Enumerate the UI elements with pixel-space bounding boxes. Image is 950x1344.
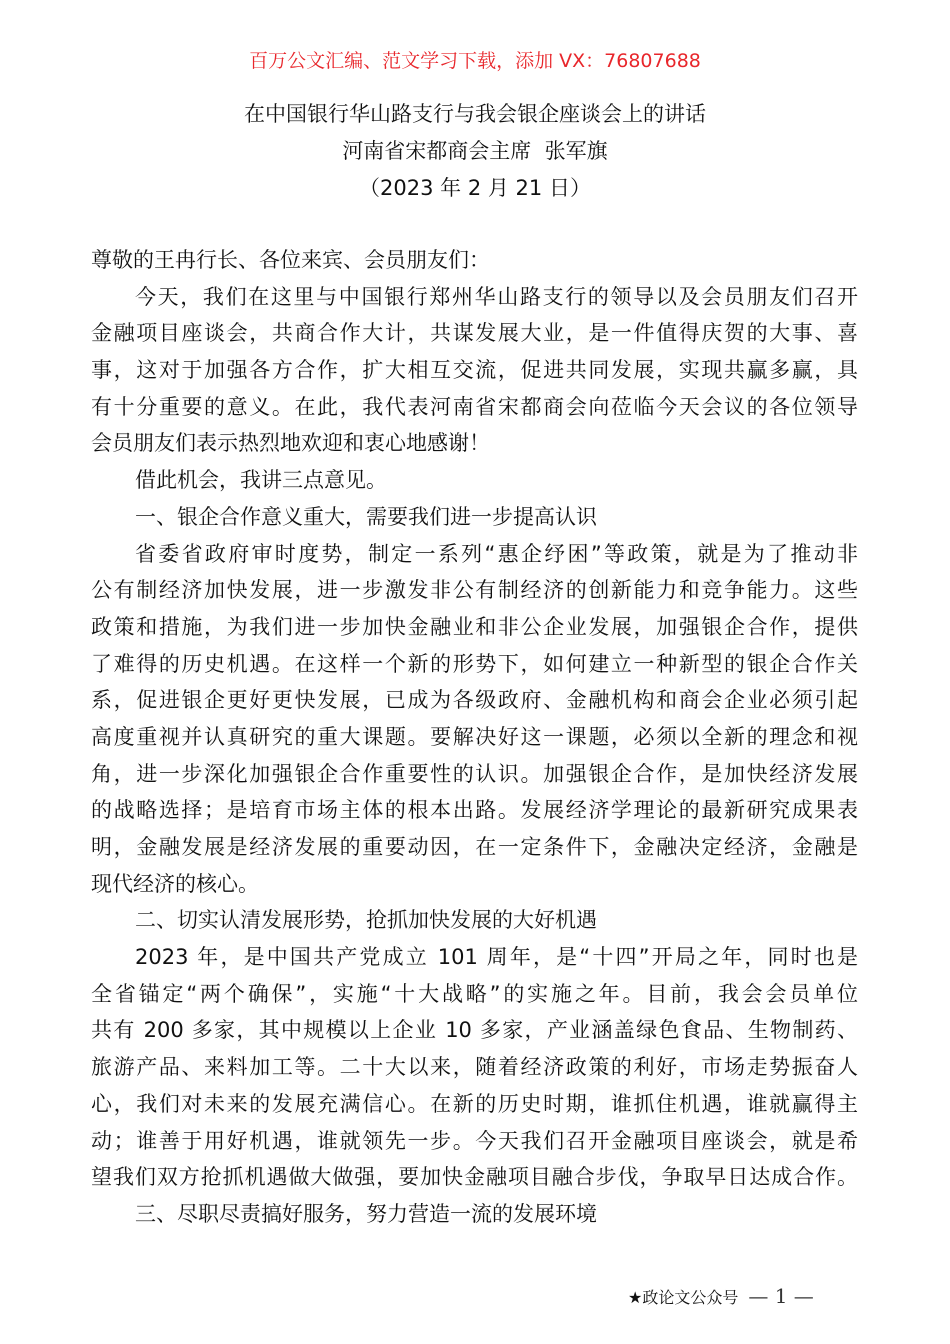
author-line: 河南省宋都商会主席 张军旗 [342, 139, 608, 163]
text-line: 了难得的历史机遇。在这样一个新的形势下，如何建立一种新型的银企合作关 [91, 651, 858, 676]
text-line: 借此机会，我讲三点意见。 [135, 468, 387, 493]
text-line: 政策和措施，为我们进一步加快金融业和非公企业发展，加强银企合作，提供 [91, 614, 858, 639]
text-line: 公有制经济加快发展，进一步激发非公有制经济的创新能力和竞争能力。这些 [91, 578, 858, 603]
page-footer [628, 1284, 814, 1308]
text-line: 2023 年，是中国共产党成立 101 周年，是“十四”开局之年，同时也是 [135, 945, 858, 970]
text-line: 共有 200 多家，其中规模以上企业 10 多家，产业涵盖绿色食品、生物制药、 [91, 1018, 858, 1043]
text-line: 尊敬的王冉行长、各位来宾、会员朋友们： [91, 248, 490, 272]
document-title: 在中国银行华山路支行与我会银企座谈会上的讲话 [244, 102, 706, 126]
text-line: 心，我们对未来的发展充满信心。在新的历史时期，谁抓住机遇，谁就赢得主 [91, 1091, 858, 1116]
text-line: 望我们双方抢抓机遇做大做强，要加快金融项目融合步伐，争取早日达成合作。 [91, 1165, 858, 1190]
page-number: — 1 — [748, 1284, 814, 1308]
text-line: 的战略选择；是培育市场主体的根本出路。发展经济学理论的最新研究成果表 [91, 798, 858, 823]
text-line: 事，这对于加强各方合作，扩大相互交流，促进共同发展，实现共赢多赢，具 [91, 358, 858, 383]
text-line: 金融项目座谈会，共商合作大计，共谋发展大业，是一件值得庆贺的大事、喜 [91, 321, 858, 346]
text-line: 现代经济的核心。 [91, 871, 259, 896]
text-line: 角，进一步深化加强银企合作重要性的认识。加强银企合作，是加快经济发展 [91, 761, 858, 786]
text-line: 会员朋友们表示热烈地欢迎和衷心地感谢！ [91, 431, 490, 456]
text-line: 二、切实认清发展形势，抢抓加快发展的大好机遇 [135, 908, 597, 933]
text-line: 一、银企合作意义重大，需要我们进一步提高认识 [135, 504, 597, 529]
text-line: 全省锚定“两个确保”，实施“十大战略”的实施之年。目前，我会会员单位 [91, 981, 858, 1006]
date-line: （2023 年 2 月 21 日） [359, 176, 591, 200]
text-line: 三、尽职尽责搞好服务，努力营造一流的发展环境 [135, 1201, 597, 1226]
text-line: 动；谁善于用好机遇，谁就领先一步。今天我们召开金融项目座谈会，就是希 [91, 1128, 858, 1153]
text-line: 明，金融发展是经济发展的重要动因，在一定条件下，金融决定经济，金融是 [91, 835, 858, 859]
watermark-banner: 百万公文汇编、范文学习下载，添加 VX：76807688 [249, 50, 701, 72]
text-line: 系，促进银企更好更快发展，已成为各级政府、金融机构和商会企业必须引起 [91, 688, 858, 713]
text-line: 省委省政府审时度势，制定一系列“惠企纾困”等政策，就是为了推动非 [135, 541, 858, 566]
text-line: 有十分重要的意义。在此，我代表河南省宋都商会向莅临今天会议的各位领导 [91, 394, 858, 419]
text-line: 旅游产品、来料加工等。二十大以来，随着经济政策的利好，市场走势振奋人 [91, 1055, 858, 1080]
text-line: 今天，我们在这里与中国银行郑州华山路支行的领导以及会员朋友们召开 [135, 284, 858, 309]
text-line: 高度重视并认真研究的重大课题。要解决好这一课题，必须以全新的理念和视 [91, 724, 858, 749]
footer-source: ★政论文公众号 [628, 1288, 739, 1307]
document-body [91, 242, 858, 1233]
